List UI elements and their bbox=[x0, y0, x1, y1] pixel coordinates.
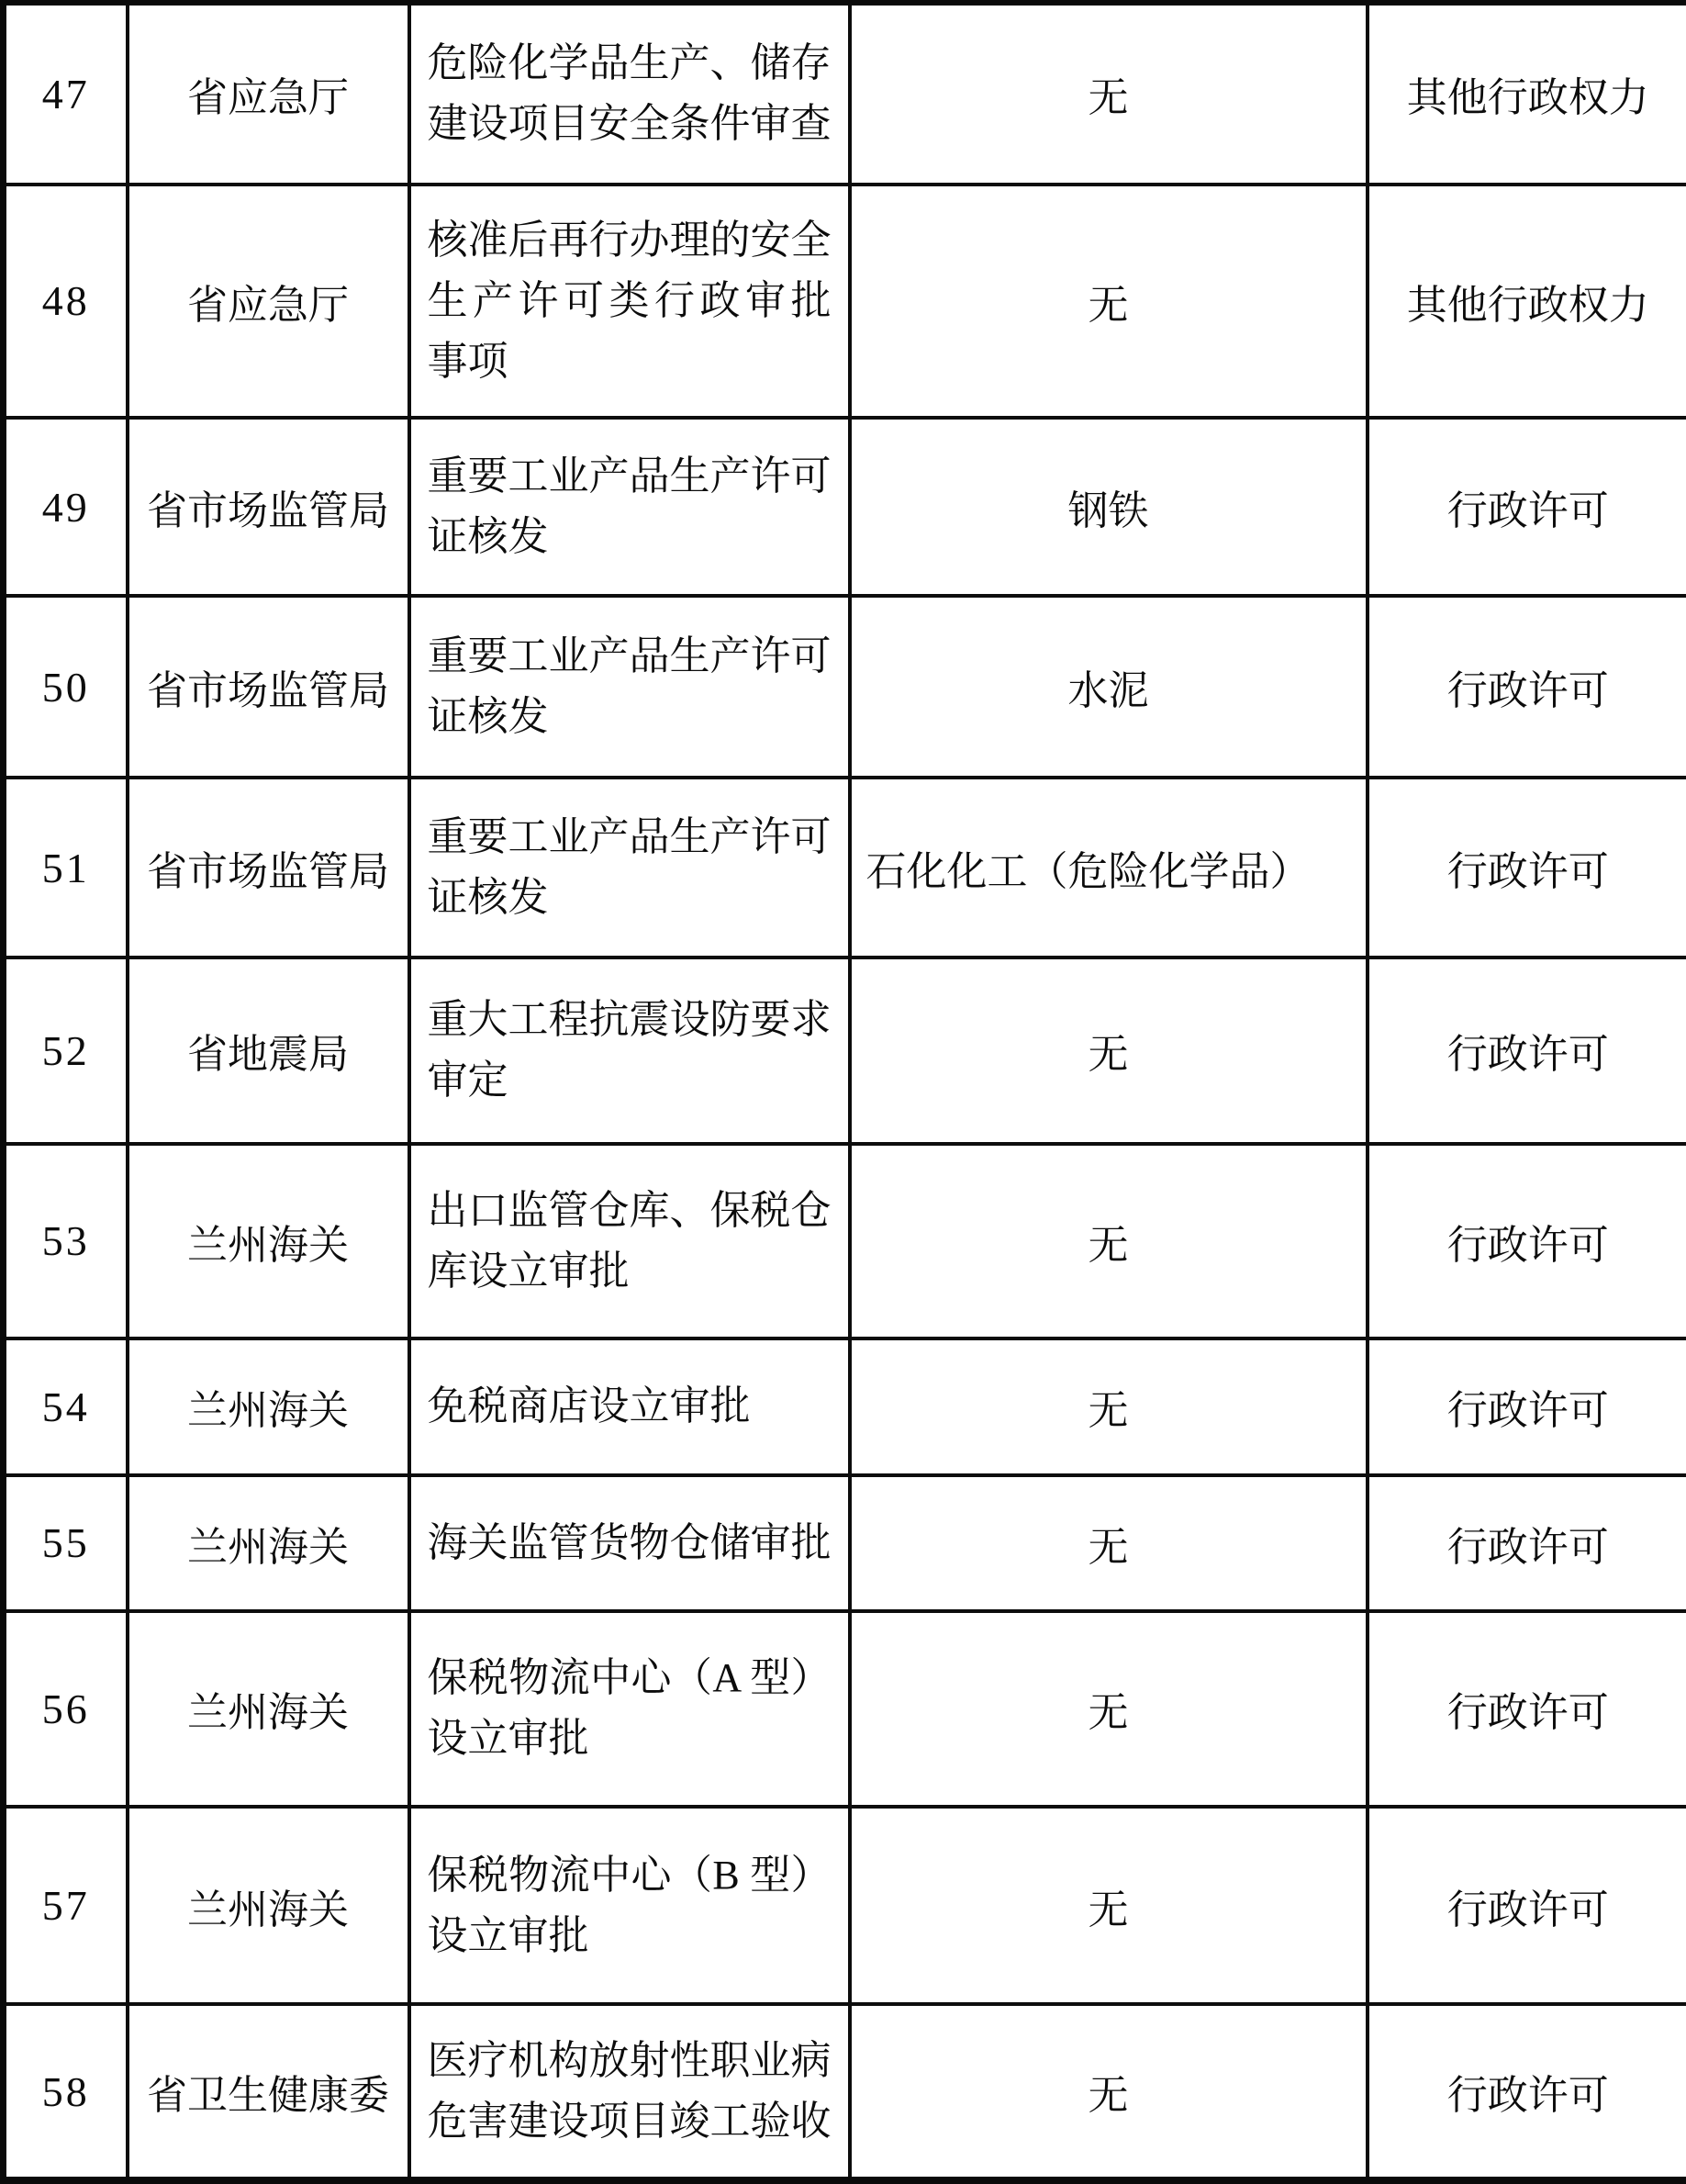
cell-item-name bbox=[409, 958, 850, 1144]
cell-department bbox=[128, 3, 409, 185]
table-row bbox=[4, 418, 1686, 596]
item-name-line: 海关监管货物仓储审批 bbox=[427, 1519, 832, 1565]
cell-seq-number bbox=[4, 778, 128, 958]
scope-text: 无 bbox=[1088, 1524, 1129, 1570]
cell-department bbox=[128, 1338, 409, 1474]
seq-number-text: 49 bbox=[41, 483, 90, 531]
cell-item-name bbox=[409, 1144, 850, 1339]
cell-item-name bbox=[409, 778, 850, 958]
cell-scope bbox=[850, 958, 1368, 1144]
seq-number-text: 58 bbox=[41, 2067, 90, 2115]
power-type-text: 行政许可 bbox=[1446, 488, 1609, 534]
department-text: 兰州海关 bbox=[187, 1887, 349, 1932]
cell-item-name bbox=[409, 1611, 850, 1807]
cell-power-type bbox=[1368, 3, 1686, 185]
cell-seq-number bbox=[4, 1144, 128, 1339]
cell-power-type bbox=[1368, 1611, 1686, 1807]
cell-item-name bbox=[409, 1338, 850, 1474]
department-text: 省市场监管局 bbox=[147, 668, 389, 714]
power-type-text: 行政许可 bbox=[1446, 2073, 1609, 2119]
power-type-text: 行政许可 bbox=[1446, 1222, 1609, 1268]
cell-item-name bbox=[409, 1807, 850, 2005]
cell-seq-number bbox=[4, 2004, 128, 2180]
item-name-line: 库设立审批 bbox=[427, 1248, 630, 1294]
cell-seq-number bbox=[4, 3, 128, 185]
cell-department bbox=[128, 185, 409, 419]
power-type-text: 行政许可 bbox=[1446, 1524, 1609, 1570]
scope-text: 水泥 bbox=[1067, 668, 1149, 714]
power-type-text: 行政许可 bbox=[1446, 1887, 1609, 1932]
cell-scope bbox=[850, 596, 1368, 778]
item-name-line: 建设项目安全条件审查 bbox=[427, 101, 832, 147]
scope-text: 无 bbox=[1088, 75, 1129, 121]
department-text: 兰州海关 bbox=[187, 1388, 349, 1434]
seq-number-text: 48 bbox=[41, 277, 90, 325]
table-row bbox=[4, 1611, 1686, 1807]
table-row bbox=[4, 1144, 1686, 1339]
department-text: 省卫生健康委 bbox=[147, 2073, 389, 2119]
item-name-line: 生产许可类行政审批 bbox=[427, 277, 832, 323]
cell-power-type bbox=[1368, 1144, 1686, 1339]
item-name-line: 免税商店设立审批 bbox=[427, 1383, 751, 1429]
table-row bbox=[4, 1807, 1686, 2005]
cell-scope bbox=[850, 1475, 1368, 1611]
department-text: 兰州海关 bbox=[187, 1524, 349, 1570]
table-row bbox=[4, 1338, 1686, 1474]
cell-department bbox=[128, 1144, 409, 1339]
seq-number-text: 47 bbox=[41, 70, 90, 118]
department-text: 省地震局 bbox=[187, 1032, 349, 1078]
cell-item-name bbox=[409, 2004, 850, 2180]
department-text: 兰州海关 bbox=[187, 1222, 349, 1268]
cell-department bbox=[128, 778, 409, 958]
cell-power-type bbox=[1368, 958, 1686, 1144]
cell-scope bbox=[850, 1338, 1368, 1474]
item-name-line: 设立审批 bbox=[427, 1912, 589, 1958]
department-text: 省应急厅 bbox=[187, 282, 349, 328]
cell-scope bbox=[850, 2004, 1368, 2180]
scope-text: 无 bbox=[1088, 1032, 1129, 1078]
cell-department bbox=[128, 1807, 409, 2005]
scope-text: 无 bbox=[1088, 1887, 1129, 1932]
seq-number-text: 52 bbox=[41, 1026, 90, 1074]
item-name-line: 重要工业产品生产许可 bbox=[427, 454, 832, 499]
seq-number-text: 55 bbox=[41, 1519, 90, 1567]
item-name-line: 危险化学品生产、储存 bbox=[427, 40, 832, 86]
item-name-line: 设立审批 bbox=[427, 1716, 589, 1762]
power-type-text: 行政许可 bbox=[1446, 849, 1609, 895]
cell-scope bbox=[850, 778, 1368, 958]
cell-seq-number bbox=[4, 1611, 128, 1807]
seq-number-text: 54 bbox=[41, 1383, 90, 1430]
cell-power-type bbox=[1368, 1475, 1686, 1611]
cell-scope bbox=[850, 3, 1368, 185]
cell-item-name bbox=[409, 3, 850, 185]
cell-seq-number bbox=[4, 1338, 128, 1474]
cell-department bbox=[128, 418, 409, 596]
cell-power-type bbox=[1368, 418, 1686, 596]
scope-text: 无 bbox=[1088, 1222, 1129, 1268]
cell-seq-number bbox=[4, 958, 128, 1144]
item-name-line: 证核发 bbox=[427, 875, 549, 921]
cell-scope bbox=[850, 1611, 1368, 1807]
item-name-line: 证核发 bbox=[427, 694, 549, 740]
seq-number-text: 50 bbox=[41, 663, 90, 711]
scope-text: 无 bbox=[1088, 1388, 1129, 1434]
department-text: 省市场监管局 bbox=[147, 488, 389, 534]
cell-power-type bbox=[1368, 1807, 1686, 2005]
table-row bbox=[4, 596, 1686, 778]
seq-number-text: 57 bbox=[41, 1882, 90, 1930]
cell-power-type bbox=[1368, 596, 1686, 778]
cell-item-name bbox=[409, 1475, 850, 1611]
cell-scope bbox=[850, 1807, 1368, 2005]
item-name-line: 医疗机构放射性职业病 bbox=[427, 2038, 832, 2084]
cell-item-name bbox=[409, 418, 850, 596]
item-name-line: 核准后再行办理的安全 bbox=[427, 217, 832, 263]
cell-item-name bbox=[409, 185, 850, 419]
item-name-line: 证核发 bbox=[427, 514, 549, 560]
scope-text: 无 bbox=[1088, 1690, 1129, 1736]
item-name-line: 事项 bbox=[427, 338, 508, 384]
power-type-text: 其他行政权力 bbox=[1406, 75, 1649, 121]
cell-seq-number bbox=[4, 418, 128, 596]
cell-seq-number bbox=[4, 596, 128, 778]
cell-department bbox=[128, 2004, 409, 2180]
cell-power-type bbox=[1368, 778, 1686, 958]
department-text: 省市场监管局 bbox=[147, 849, 389, 895]
table-row bbox=[4, 2004, 1686, 2180]
item-name-line: 保税物流中心（B 型） bbox=[427, 1852, 832, 1898]
item-name-line: 出口监管仓库、保税仓 bbox=[427, 1187, 832, 1233]
cell-seq-number bbox=[4, 185, 128, 419]
table-row bbox=[4, 3, 1686, 185]
cell-power-type bbox=[1368, 185, 1686, 419]
table-row bbox=[4, 958, 1686, 1144]
power-type-text: 行政许可 bbox=[1446, 1032, 1609, 1078]
scope-text: 钢铁 bbox=[1067, 488, 1149, 534]
table-row bbox=[4, 185, 1686, 419]
cell-scope bbox=[850, 185, 1368, 419]
department-text: 兰州海关 bbox=[187, 1690, 349, 1736]
scope-text: 无 bbox=[1088, 2073, 1129, 2119]
table-row bbox=[4, 778, 1686, 958]
power-type-text: 其他行政权力 bbox=[1406, 282, 1649, 328]
item-name-line: 保税物流中心（A 型） bbox=[427, 1655, 832, 1701]
seq-number-text: 51 bbox=[41, 844, 90, 891]
cell-department bbox=[128, 958, 409, 1144]
item-name-line: 危害建设项目竣工验收 bbox=[427, 2099, 832, 2145]
cell-power-type bbox=[1368, 2004, 1686, 2180]
cell-department bbox=[128, 1475, 409, 1611]
cell-seq-number bbox=[4, 1807, 128, 2005]
power-type-text: 行政许可 bbox=[1446, 1388, 1609, 1434]
item-name-line: 重要工业产品生产许可 bbox=[427, 814, 832, 860]
department-text: 省应急厅 bbox=[187, 75, 349, 121]
cell-department bbox=[128, 1611, 409, 1807]
seq-number-text: 56 bbox=[41, 1685, 90, 1732]
item-name-line: 审定 bbox=[427, 1058, 508, 1103]
cell-scope bbox=[850, 1144, 1368, 1339]
cell-scope bbox=[850, 418, 1368, 596]
cell-item-name bbox=[409, 596, 850, 778]
item-name-line: 重大工程抗震设防要求 bbox=[427, 997, 832, 1043]
table-row bbox=[4, 1475, 1686, 1611]
scope-text: 石化化工（危险化学品） bbox=[865, 849, 1311, 895]
scope-text: 无 bbox=[1088, 282, 1129, 328]
cell-department bbox=[128, 596, 409, 778]
power-type-text: 行政许可 bbox=[1446, 1690, 1609, 1736]
cell-power-type bbox=[1368, 1338, 1686, 1474]
item-name-line: 重要工业产品生产许可 bbox=[427, 633, 832, 679]
cell-seq-number bbox=[4, 1475, 128, 1611]
seq-number-text: 53 bbox=[41, 1217, 90, 1265]
power-type-text: 行政许可 bbox=[1446, 668, 1609, 714]
